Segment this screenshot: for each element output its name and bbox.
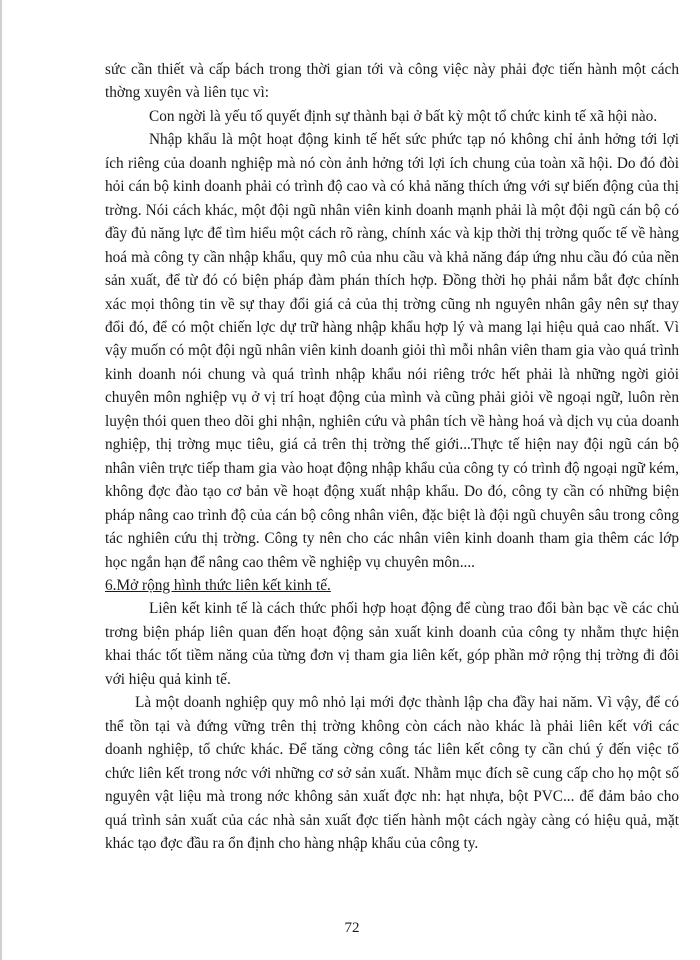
page-body xyxy=(105,58,679,855)
section-heading: 6.Mở rộng hình thức liên kết kinh tế. xyxy=(105,576,331,594)
page-number: 72 xyxy=(344,920,360,936)
paragraph-small-enterprise: Là một doanh nghiệp quy mô nhỏ lại mới đợc thành lập cha đầy hai năm. Vì vậy, để có thể tồn tại và đứng vững trên thị trờng không còn cách nào khác là phải liên kết với các doanh nghiệp, tổ chức khác. Để tăng cờng công tác liên kết công ty cần chú ý đến việc tổ chức liên kết trong nớc với những cơ sở sản xuất. Nhằm mục đích sẽ cung cấp cho họ một số nguyên vật liệu mà trong nớc không sản xuất đợc nh: hạt nhựa, bột PVC... để đảm bảo cho quá trình sản xuất của các nhà sản xuất đợc tiến hành một cách ngày càng có hiệu quả, mặt khác tạo đợc đầu ra ổn định cho hàng nhập khẩu của công ty. xyxy=(105,694,679,852)
paragraph-economic-linkage: Liên kết kinh tế là cách thức phối hợp hoạt động để cùng trao đổi bàn bạc về các chủ trơng biện pháp liên quan đến hoạt động sản xuất kinh doanh của công ty nhằm thực hiện khai thác tốt tiềm năng của từng đơn vị tham gia liên kết, góp phần mở rộng thị trờng đi đôi với hiệu quả kinh tế. xyxy=(105,600,679,688)
paragraph-continuation: sức cần thiết và cấp bách trong thời gian tới và công việc này phải đợc tiến hành một cách thờng xuyên và liên tục vì: xyxy=(105,61,679,102)
paragraph-human-factor: Con ngời là yếu tố quyết định sự thành bại ở bất kỳ một tổ chức kinh tế xã hội nào. xyxy=(149,107,658,125)
paragraph-import-staff: Nhập khẩu là một hoạt động kinh tế hết sức phức tạp nó không chỉ ảnh hởng tới lợi ích riêng của doanh nghiệp mà nó còn ảnh hởng tới lợi ích chung của toàn xã hội. Do đó đòi hỏi cán bộ kinh doanh phải có trình độ cao và có khả năng thích ứng với sự biến động của thị trờng. Nói cách khác, một đội ngũ nhân viên kinh doanh mạnh phải là một đội ngũ cán bộ có đầy đủ năng lực để tìm hiểu một cách rõ ràng, chính xác và kịp thời thị trờng quốc tế về hàng hoá mà công ty cần nhập khẩu, quy mô của nhu cầu và khả năng đáp ứng nhu cầu đó của nền sản xuất, để từ đó có biện pháp đàm phán thích hợp. Đồng thời họ phải nắm bắt đợc chính xác mọi thông tin về sự thay đổi giá cả của thị trờng cũng nh nguyên nhân gây nên sự thay đổi đó, để có một chiến lợc dự trữ hàng nhập khẩu hợp lý và mang lại hiệu quả cao nhất. Vì vậy muốn có một đội ngũ nhân viên kinh doanh giỏi thì mỗi nhân viên tham gia vào quá trình kinh doanh nói chung và quá trình nhập khẩu nói riêng trớc hết phải là những ngời giỏi chuyên môn nghiệp vụ ở vị trí hoạt động của mình và cũng phải giỏi về ngoại ngữ, luôn rèn luyện thói quen theo dõi ghi nhận, nghiên cứu và phân tích về hàng hoá và dịch vụ của doanh nghiệp, thị trờng mục tiêu, giá cả trên thị trờng thế giới...Thực tế hiện nay đội ngũ cán bộ nhân viên trực tiếp tham gia vào hoạt động nhập khẩu của công ty có trình độ ngoại ngữ kém, không đợc đào tạo cơ bản về hoạt động xuất nhập khẩu. Do đó, công ty cần có những biện pháp nâng cao trình độ của cán bộ công nhân viên, đặc biệt là đội ngũ chuyên sâu trong công tác nghiên cứu thị trờng. Công ty nên cho các nhân viên kinh doanh tham gia thêm các lớp học ngắn hạn để nâng cao thêm về nghiệp vụ chuyên môn.... xyxy=(105,131,679,571)
